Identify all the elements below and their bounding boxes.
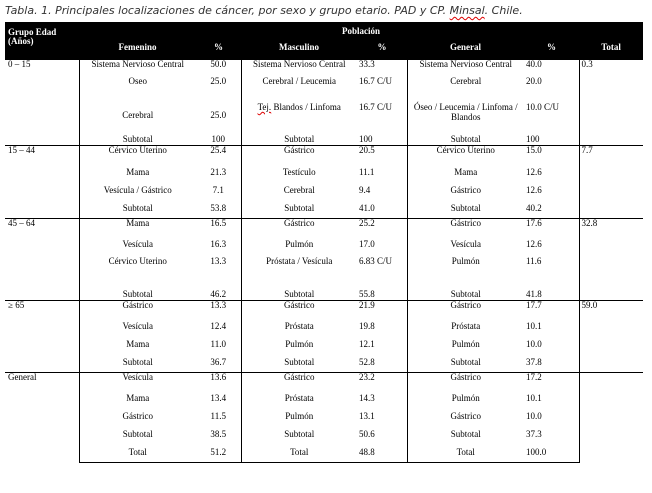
cell-femenino: Mama — [126, 339, 150, 350]
group-label: 45 – 64 — [5, 218, 79, 300]
cell-masculino: Cerebral — [283, 185, 315, 196]
cell-pct: 25.2 — [357, 218, 407, 236]
cell-pct: 36.7 — [196, 354, 241, 372]
cell-masculino: Subtotal — [284, 357, 315, 367]
cell-masculino: Sistema Nervioso Central — [241, 59, 357, 77]
cell-pct: 16.3 — [196, 236, 241, 254]
table-row — [5, 408, 643, 426]
cell-general: Gástrico — [407, 372, 524, 390]
cell-pct: 7.1 — [196, 182, 241, 200]
cell-general: Subtotal — [450, 289, 481, 299]
cell-general: Total — [407, 444, 524, 462]
cell-femenino: Cérvico Uterino — [108, 256, 167, 266]
table-row — [5, 336, 643, 354]
cell-pct: 20.0 — [524, 77, 579, 103]
header-masculino: Masculino — [241, 36, 357, 59]
cell-femenino: Subtotal — [122, 429, 153, 440]
cell-general: Subtotal — [450, 429, 481, 440]
header-femenino: Femenino — [79, 36, 196, 59]
cell-pct: 16.7 C/U — [357, 77, 407, 103]
cell-femenino: Subtotal — [122, 289, 153, 299]
cell-pct: 13.6 — [196, 372, 241, 390]
cell-pct: 100.0 — [524, 444, 579, 462]
cell-masculino: Subtotal — [284, 203, 315, 213]
table-row — [5, 390, 643, 408]
cell-pct: 17.6 — [524, 218, 579, 236]
cell-pct: 38.5 — [196, 426, 241, 444]
table-row — [5, 372, 643, 390]
cell-femenino: Subtotal — [122, 203, 153, 213]
table-row — [5, 236, 643, 254]
cell-pct: 17.2 — [524, 372, 579, 390]
cell-general: Pulmón — [451, 256, 480, 266]
cell-femenino: Oseo — [128, 76, 147, 86]
cell-general: Gástrico — [407, 300, 524, 318]
cell-masculino: Total — [241, 444, 357, 462]
header-total: Total — [579, 36, 643, 59]
cell-pct: 10.1 — [524, 318, 579, 336]
cell-femenino: Mama — [79, 218, 196, 236]
table-row — [5, 281, 643, 300]
table-row — [5, 200, 643, 218]
cell-pct: 16.5 — [196, 218, 241, 236]
table-row — [5, 218, 643, 236]
cell-pct: 33.3 — [357, 59, 407, 77]
cell-pct: 13.3 — [196, 300, 241, 318]
cell-general: Subtotal — [450, 134, 481, 144]
cell-pct: 25.0 — [196, 77, 241, 103]
table-row — [5, 254, 643, 281]
cell-pct: 11.5 — [196, 408, 241, 426]
cell-total: 0.3 — [579, 59, 643, 145]
cell-general: Próstata — [451, 321, 481, 332]
cell-masculino: Pulmón — [285, 411, 314, 422]
cell-masculino: Cerebral / Leucemia — [262, 76, 336, 86]
cell-general: Subtotal — [450, 203, 481, 213]
table-row — [5, 444, 643, 462]
cell-masculino: Próstata / Vesícula — [266, 256, 333, 266]
cell-total: 32.8 — [579, 218, 643, 300]
cell-pct: 40.0 — [524, 59, 579, 77]
cell-pct: 9.4 — [357, 182, 407, 200]
cell-pct: 12.1 — [357, 336, 407, 354]
cell-femenino: Vesícula — [122, 321, 153, 332]
cell-pct: 52.8 — [357, 354, 407, 372]
cell-femenino: Gástrico — [122, 411, 153, 422]
cell-pct: 100 — [196, 129, 241, 145]
cell-pct: 100 — [357, 129, 407, 145]
cell-femenino: Vesícula — [122, 239, 153, 250]
cell-general: Gástrico — [450, 411, 481, 422]
cell-masculino: Subtotal — [284, 134, 315, 144]
header-grupo: Grupo Edad (Años) — [5, 22, 79, 59]
cell-general: Cérvico Uterino — [407, 145, 524, 163]
cell-masculino: Testículo — [282, 166, 316, 177]
cell-general: Cerebral — [450, 76, 482, 86]
cell-pct: 46.2 — [196, 281, 241, 300]
cell-femenino: Total — [79, 444, 196, 462]
cell-pct: 17.7 — [524, 300, 579, 318]
cell-pct: 11.1 — [357, 163, 407, 182]
cell-femenino: Mama — [126, 166, 150, 177]
table-header — [5, 22, 643, 59]
cell-general: Gástrico — [450, 185, 481, 196]
cell-general: Sistema Nervioso Central — [407, 59, 524, 77]
cell-pct: 10.0 — [524, 336, 579, 354]
spellcheck-word: Minsal — [449, 4, 485, 17]
cell-pct: 21.3 — [196, 163, 241, 182]
cell-pct: 51.2 — [196, 444, 241, 462]
table-row — [5, 182, 643, 200]
cell-femenino: Vesícula — [79, 372, 196, 390]
cell-pct: 41.0 — [357, 200, 407, 218]
cell-femenino: Gástrico — [79, 300, 196, 318]
table-row — [5, 163, 643, 182]
cell-pct: 16.7 C/U — [357, 103, 407, 129]
cell-general: Gástrico — [407, 218, 524, 236]
cell-femenino: Cerebral — [122, 110, 154, 121]
cell-pct: 11.6 — [524, 254, 579, 281]
group-label: 15 – 44 — [5, 145, 79, 218]
cell-pct: 13.3 — [196, 254, 241, 281]
cell-pct: 53.8 — [196, 200, 241, 218]
cell-masculino — [241, 103, 357, 129]
cell-total: 59.0 — [579, 300, 643, 372]
table-row — [5, 77, 643, 103]
cell-total: 7.7 — [579, 145, 643, 218]
cell-femenino: Sistema Nervioso Central — [79, 59, 196, 77]
cell-pct: 12.6 — [524, 163, 579, 182]
cell-masculino: Pulmón — [285, 339, 314, 350]
table-row — [5, 129, 643, 145]
group-label: 0 – 15 — [5, 59, 79, 145]
cell-pct: 40.2 — [524, 200, 579, 218]
header-general: General — [407, 36, 524, 59]
cell-pct: 6.83 C/U — [357, 254, 407, 281]
spellcheck-word: Tej. — [257, 102, 272, 112]
cell-femenino: Subtotal — [122, 357, 153, 367]
table-row — [5, 300, 643, 318]
cell-masculino: Gástrico — [241, 218, 357, 236]
header-pct-masculino: % — [357, 36, 407, 59]
cell-pct: 25.0 — [196, 103, 241, 129]
cell-pct: 20.5 — [357, 145, 407, 163]
table-row — [5, 318, 643, 336]
cell-femenino: Subtotal — [122, 134, 153, 144]
header-poblacion: Población — [79, 22, 643, 36]
table-caption: Tabla. 1. Principales localizaciones de cáncer, por sexo y grupo etario. PAD y CP. Minsal. Chile. — [5, 4, 523, 17]
cell-general: Pulmón — [451, 339, 480, 350]
cell-pct: 23.2 — [357, 372, 407, 390]
cell-pct: 12.4 — [196, 318, 241, 336]
cancer-table — [5, 22, 643, 463]
cell-pct: 37.8 — [524, 354, 579, 372]
cell-masculino: Próstata — [284, 393, 314, 404]
table-row — [5, 145, 643, 163]
group-label: ≥ 65 — [5, 300, 79, 372]
cell-pct: 25.4 — [196, 145, 241, 163]
cell-general: Subtotal — [450, 357, 481, 367]
cell-pct: 100 — [524, 129, 579, 145]
cell-pct: 10.1 — [524, 390, 579, 408]
cell-pct: 50.6 — [357, 426, 407, 444]
cell-pct: 13.1 — [357, 408, 407, 426]
cell-femenino: Vesícula / Gástrico — [103, 185, 172, 196]
cell-pct: 41.8 — [524, 281, 579, 300]
cell-general: Óseo / Leucemia / Linfoma / Blandos — [413, 102, 518, 122]
table-row — [5, 103, 643, 129]
cell-pct: 48.8 — [357, 444, 407, 462]
cell-masculino: Gástrico — [241, 145, 357, 163]
cell-pct: 19.8 — [357, 318, 407, 336]
cell-masculino: Próstata — [284, 321, 314, 332]
table-row — [5, 354, 643, 372]
cell-pct: 17.0 — [357, 236, 407, 254]
cell-pct: 11.0 — [196, 336, 241, 354]
cell-pct: 12.6 — [524, 236, 579, 254]
cell-masculino: Subtotal — [284, 429, 315, 440]
header-pct-femenino: % — [196, 36, 241, 59]
cell-masculino: Gástrico — [241, 300, 357, 318]
cell-pct: 10.0 C/U — [524, 103, 579, 129]
cell-text: Blandos / Linfoma — [271, 102, 341, 112]
cell-pct: 21.9 — [357, 300, 407, 318]
table-row — [5, 426, 643, 444]
cell-general: Mama — [454, 166, 478, 177]
header-pct-general: % — [524, 36, 579, 59]
group-label: General — [5, 372, 79, 462]
cell-pct: 12.6 — [524, 182, 579, 200]
table-row — [5, 59, 643, 77]
cell-pct: 37.3 — [524, 426, 579, 444]
cell-pct: 50.0 — [196, 59, 241, 77]
cell-masculino: Gástrico — [241, 372, 357, 390]
cell-pct: 15.0 — [524, 145, 579, 163]
cell-femenino: Mama — [126, 393, 150, 404]
cell-masculino: Subtotal — [284, 289, 315, 299]
cell-pct: 10.0 — [524, 408, 579, 426]
cell-pct: 55.8 — [357, 281, 407, 300]
cell-general: Vesícula — [450, 239, 481, 250]
cell-masculino: Pulmón — [285, 239, 314, 250]
cell-femenino: Cérvico Uterino — [79, 145, 196, 163]
cell-general: Pulmón — [451, 393, 480, 404]
cell-total — [579, 372, 643, 462]
cell-pct: 14.3 — [357, 390, 407, 408]
cell-pct: 13.4 — [196, 390, 241, 408]
